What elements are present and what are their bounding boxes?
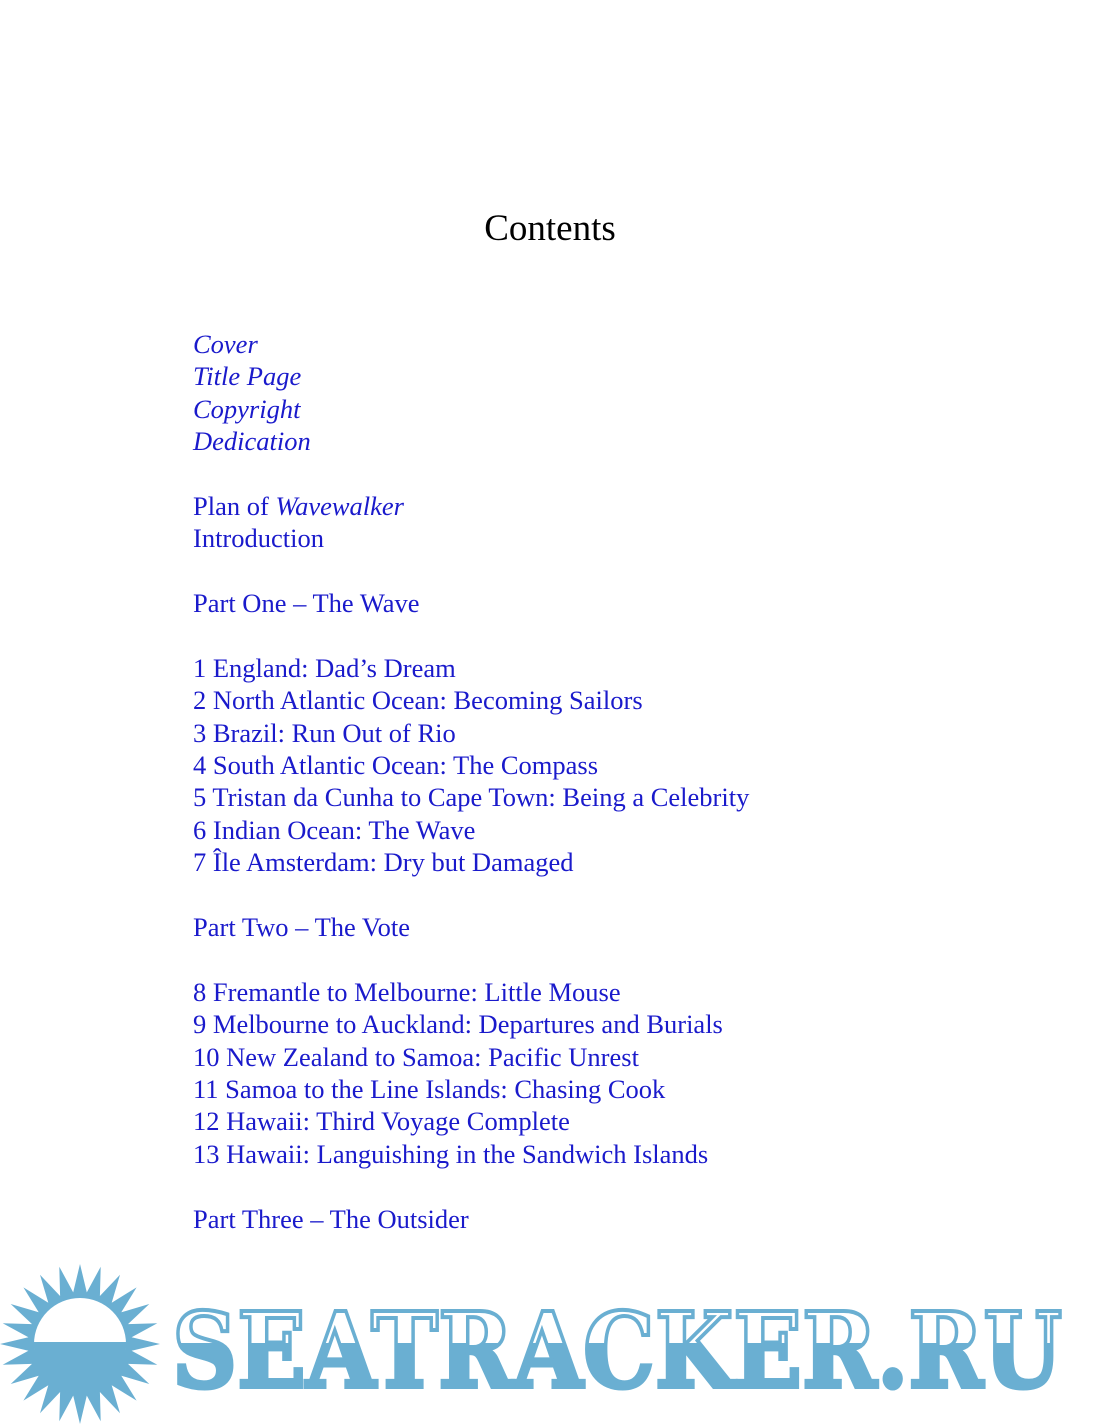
toc-link-chapter[interactable]: 11 Samoa to the Line Islands: Chasing Cook [193,1073,666,1104]
toc-link-chapter[interactable]: 13 Hawaii: Languishing in the Sandwich Islands [193,1138,709,1169]
watermark [0,1262,1080,1425]
toc-link-part-three[interactable]: Part Three – The Outsider [193,1203,469,1234]
toc-link-plan-boat-name: Wavewalker [275,490,404,521]
toc-link-part-two[interactable]: Part Two – The Vote [193,912,411,943]
toc-spacer [193,458,749,490]
toc-spacer [193,555,749,587]
toc-link-part-one[interactable]: Part One – The Wave [193,588,420,619]
toc-link-title-page[interactable]: Title Page [193,361,302,392]
toc-link-plan-prefix: Plan of [193,490,276,521]
watermark-text: SEATRACKER.RU [172,1289,1062,1412]
toc-link-chapter[interactable]: 4 South Atlantic Ocean: The Compass [193,750,599,781]
toc-link-chapter[interactable]: 9 Melbourne to Auckland: Departures and Burials [193,1009,723,1040]
toc-link-chapter[interactable]: 5 Tristan da Cunha to Cape Town: Being a Celebrity [193,782,750,813]
table-of-contents [193,328,749,1235]
toc-link-cover[interactable]: Cover [193,329,258,359]
toc-link-chapter[interactable]: 8 Fremantle to Melbourne: Little Mouse [193,976,621,1007]
page-title: Contents [484,208,616,249]
toc-link-chapter[interactable]: 10 New Zealand to Samoa: Pacific Unrest [193,1041,639,1072]
toc-link-chapter[interactable]: 1 England: Dad’s Dream [193,652,456,683]
toc-spacer [193,620,749,652]
toc-spacer [193,943,749,975]
toc-link-chapter[interactable]: 12 Hawaii: Third Voyage Complete [193,1106,570,1137]
toc-link-dedication[interactable]: Dedication [193,426,311,457]
toc-link-plan[interactable] [193,490,749,522]
toc-spacer [193,1170,749,1202]
toc-link-copyright[interactable]: Copyright [193,393,301,424]
toc-link-chapter[interactable]: 7 Île Amsterdam: Dry but Damaged [193,847,574,878]
sun-icon [0,1264,160,1424]
toc-link-chapter[interactable]: 3 Brazil: Run Out of Rio [193,717,456,748]
toc-link-chapter[interactable]: 2 North Atlantic Ocean: Becoming Sailors [193,685,643,716]
toc-link-chapter[interactable]: 6 Indian Ocean: The Wave [193,814,476,845]
toc-spacer [193,879,749,911]
toc-link-introduction[interactable]: Introduction [193,523,324,554]
